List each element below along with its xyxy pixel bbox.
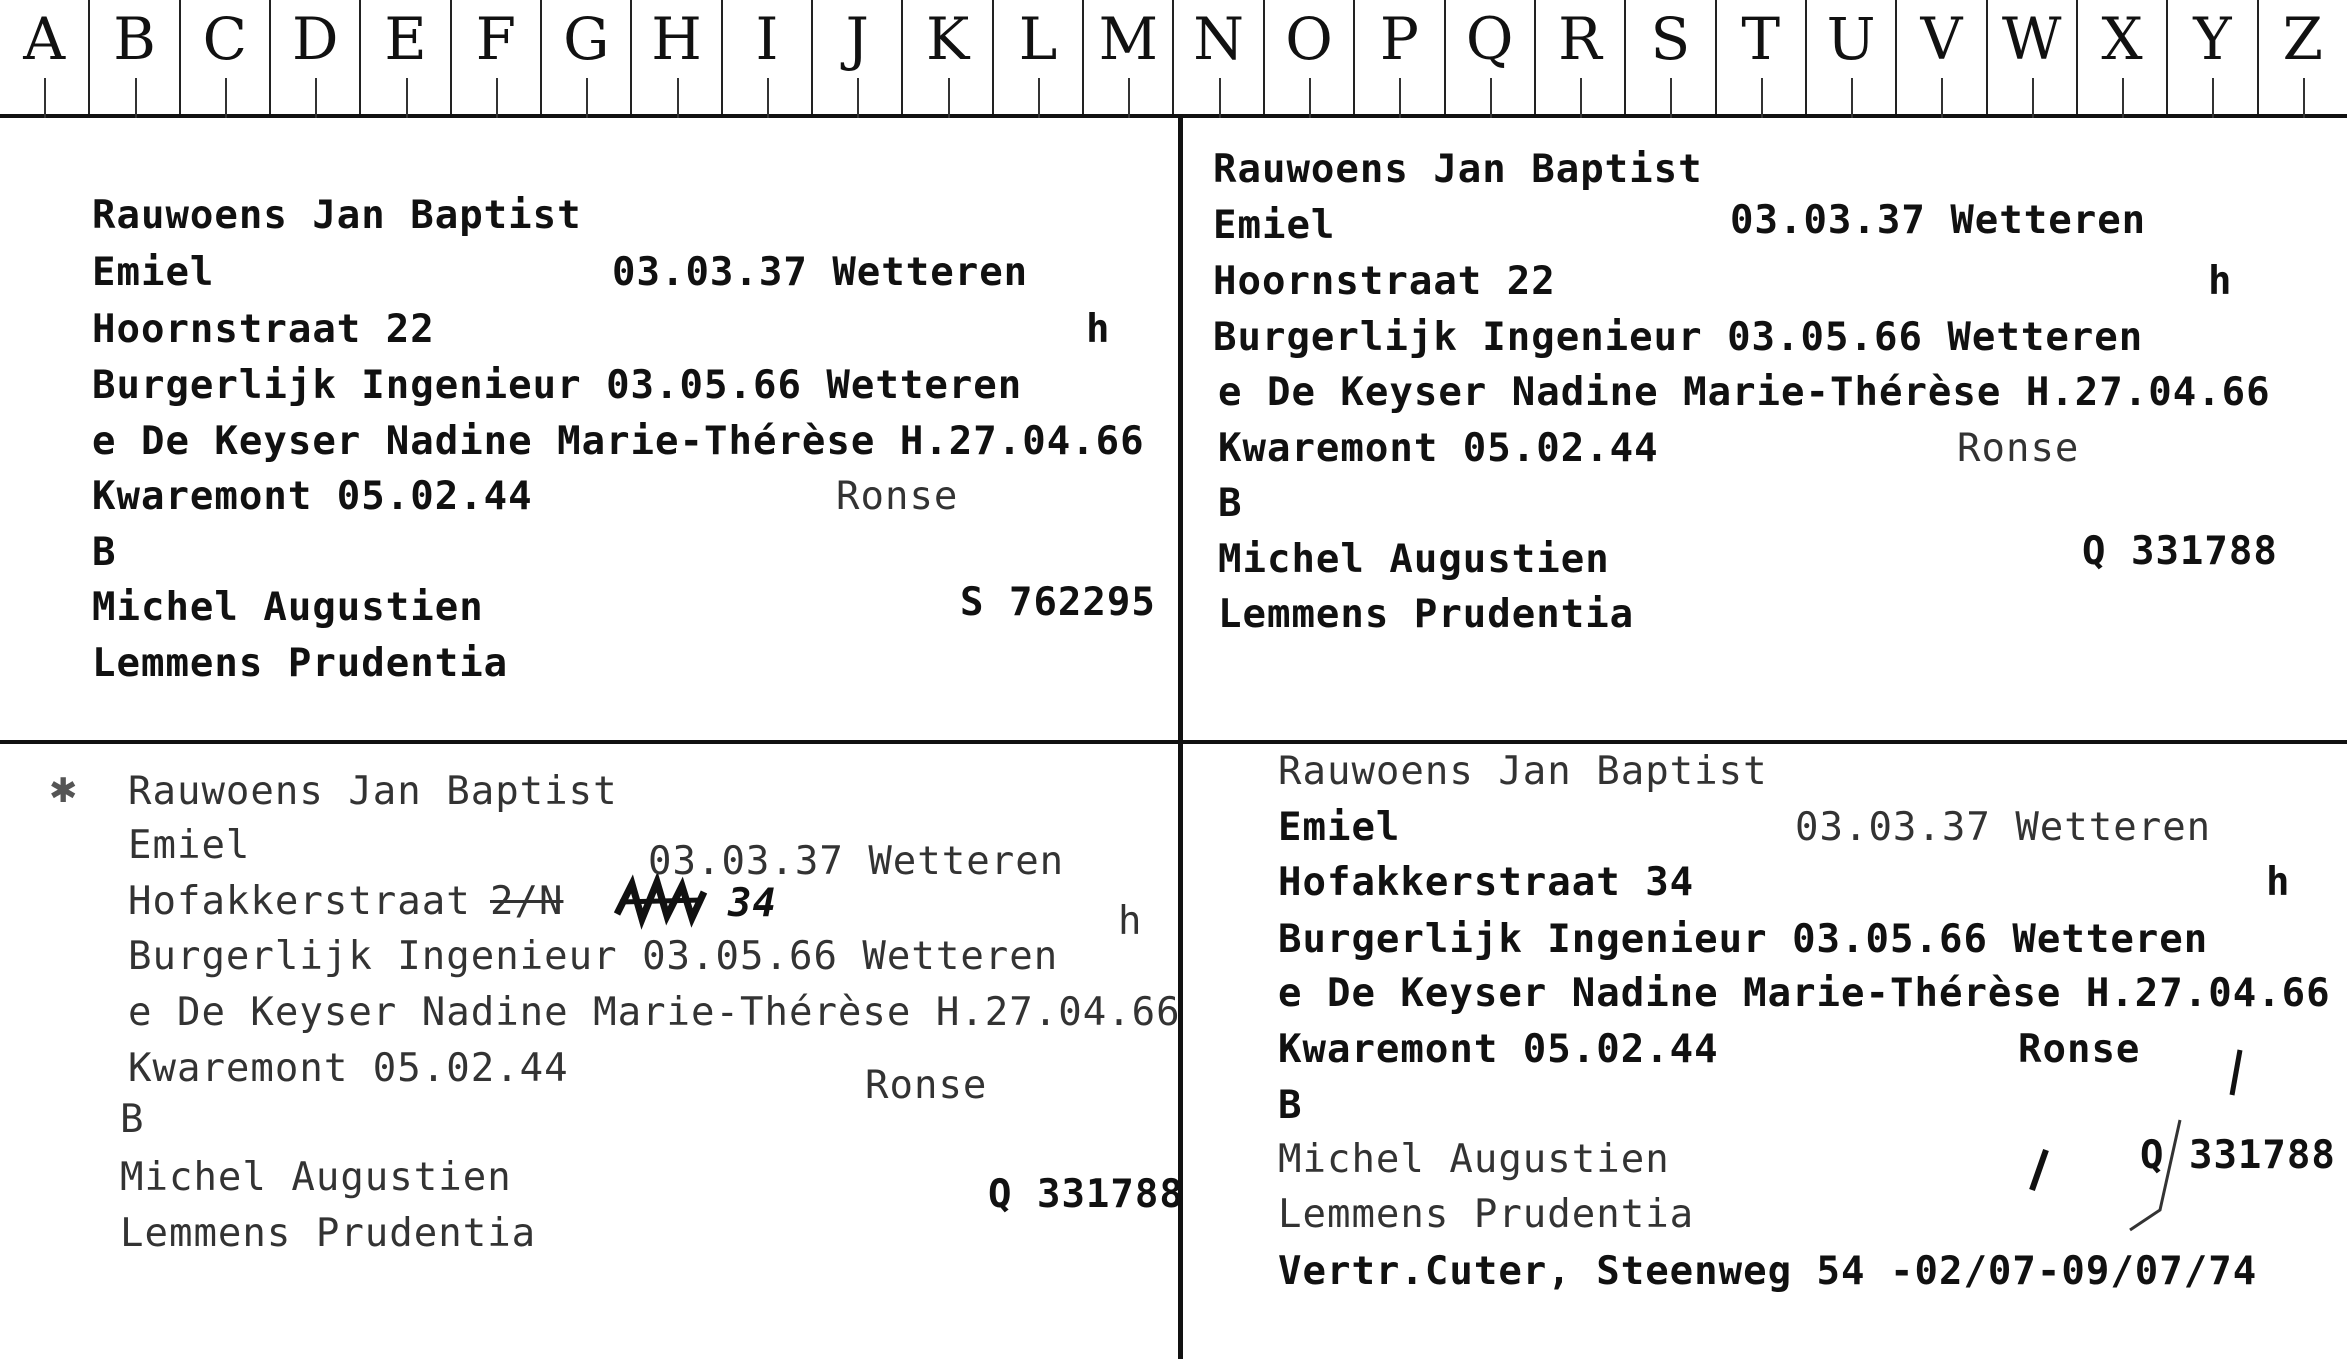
card-nationality: B (1218, 481, 1243, 526)
alphabet-letter: W (1988, 0, 2078, 114)
stamp-mark-icon: ✱ (50, 762, 77, 813)
alphabet-letter: A (0, 0, 90, 114)
card-address: Hofakkerstraat 34 (1278, 860, 1695, 905)
card-profession: Burgerlijk Ingenieur 03.05.66 Wetteren (1278, 917, 2209, 962)
card-spouse: e De Keyser Nadine Marie-Thérèse H.27.04.66 (1218, 370, 2271, 415)
alphabet-letter: Y (2168, 0, 2258, 114)
card-address-number: 34 (728, 881, 777, 926)
card-address-struck: 2/N (490, 879, 564, 924)
card-spouse-place: Ronse (836, 474, 959, 519)
card-name: Rauwoens Jan Baptist (1278, 749, 1768, 794)
alphabet-letter: C (181, 0, 271, 114)
alphabet-letter: I (723, 0, 813, 114)
card-mark: h (1086, 307, 1111, 352)
card-note: Vertr.Cuter, Steenweg 54 -02/07-09/07/74 (1278, 1249, 2258, 1294)
card-mother: Lemmens Prudentia (120, 1211, 537, 1256)
alphabet-letter: Z (2259, 0, 2347, 114)
card-mark: h (2208, 259, 2233, 304)
card-spouse-place: Ronse (2018, 1027, 2141, 1072)
card-given-name: Emiel (1213, 203, 1336, 248)
card-nationality: B (1278, 1083, 1303, 1128)
card-mother: Lemmens Prudentia (92, 641, 509, 686)
alphabet-letter: F (452, 0, 542, 114)
alphabet-letter: N (1174, 0, 1264, 114)
card-birth: 03.03.37 Wetteren (612, 250, 1029, 295)
card-number: Q 331788 (2082, 529, 2278, 574)
scribble-icon (612, 874, 710, 930)
card-profession: Burgerlijk Ingenieur 03.05.66 Wetteren (92, 363, 1023, 408)
alphabet-letter: J (813, 0, 903, 114)
card-given-name: Emiel (128, 823, 251, 868)
card-mark: h (2266, 860, 2291, 905)
card-father: Michel Augustien (92, 585, 484, 630)
card-nationality: B (92, 530, 117, 575)
card-number: Q 331788 (988, 1172, 1184, 1217)
card-spouse-place: Ronse (1957, 426, 2080, 471)
card-nationality: B (120, 1097, 145, 1142)
alphabet-letter: Q (1446, 0, 1536, 114)
card-birth: 03.03.37 Wetteren (648, 839, 1065, 884)
card-spouse-place: Ronse (865, 1063, 988, 1108)
card-divider-right (1183, 740, 2347, 744)
alphabet-letter: X (2078, 0, 2168, 114)
alphabet-letter: P (1355, 0, 1445, 114)
card-name: Rauwoens Jan Baptist (128, 769, 618, 814)
alphabet-letter: S (1626, 0, 1716, 114)
card-spouse: e De Keyser Nadine Marie-Thérèse H.27.04.66 (1278, 971, 2331, 1016)
card-birth: 03.03.37 Wetteren (1730, 198, 2147, 243)
alphabet-letter: U (1807, 0, 1897, 114)
alphabet-letter: E (361, 0, 451, 114)
card-spouse-birth: Kwaremont 05.02.44 (1278, 1027, 1719, 1072)
card-spouse-birth: Kwaremont 05.02.44 (128, 1046, 569, 1091)
alphabet-letter: L (994, 0, 1084, 114)
card-mother: Lemmens Prudentia (1278, 1192, 1695, 1237)
card-mark: h (1118, 899, 1143, 944)
alphabet-letter: V (1897, 0, 1987, 114)
card-spouse-birth: Kwaremont 05.02.44 (92, 474, 533, 519)
card-spouse: e De Keyser Nadine Marie-Thérèse H.27.04.66 (128, 990, 1181, 1035)
card-profession: Burgerlijk Ingenieur 03.05.66 Wetteren (128, 934, 1059, 979)
card-divider-left (0, 740, 1178, 744)
card-given-name: Emiel (1278, 805, 1401, 850)
card-spouse: e De Keyser Nadine Marie-Thérèse H.27.04.66 (92, 419, 1145, 464)
card-spouse-birth: Kwaremont 05.02.44 (1218, 426, 1659, 471)
alphabet-letter: D (271, 0, 361, 114)
card-father: Michel Augustien (1218, 537, 1610, 582)
card-address: Hoornstraat 22 (92, 307, 435, 352)
alphabet-letter: M (1084, 0, 1174, 114)
card-father: Michel Augustien (1278, 1137, 1670, 1182)
card-name: Rauwoens Jan Baptist (92, 193, 582, 238)
alphabet-letter: O (1265, 0, 1355, 114)
card-mother: Lemmens Prudentia (1218, 592, 1635, 637)
card-number: S 762295 (960, 580, 1156, 625)
alphabet-letter: H (632, 0, 722, 114)
card-address: Hoornstraat 22 (1213, 259, 1556, 304)
card-father: Michel Augustien (120, 1155, 512, 1200)
card-name: Rauwoens Jan Baptist (1213, 147, 1703, 192)
card-profession: Burgerlijk Ingenieur 03.05.66 Wetteren (1213, 315, 2144, 360)
alphabet-letter: B (90, 0, 180, 114)
alphabet-letter: G (542, 0, 632, 114)
card-number: Q 331788 (2140, 1133, 2336, 1178)
card-given-name: Emiel (92, 250, 215, 295)
alphabet-letter: R (1536, 0, 1626, 114)
alphabet-letter: T (1717, 0, 1807, 114)
alphabet-letter: K (903, 0, 993, 114)
card-birth: 03.03.37 Wetteren (1795, 805, 2212, 850)
alphabet-index (0, 0, 2347, 118)
pen-marks-icon (2010, 1040, 2250, 1240)
card-address-street: Hofakkerstraat (128, 879, 471, 924)
